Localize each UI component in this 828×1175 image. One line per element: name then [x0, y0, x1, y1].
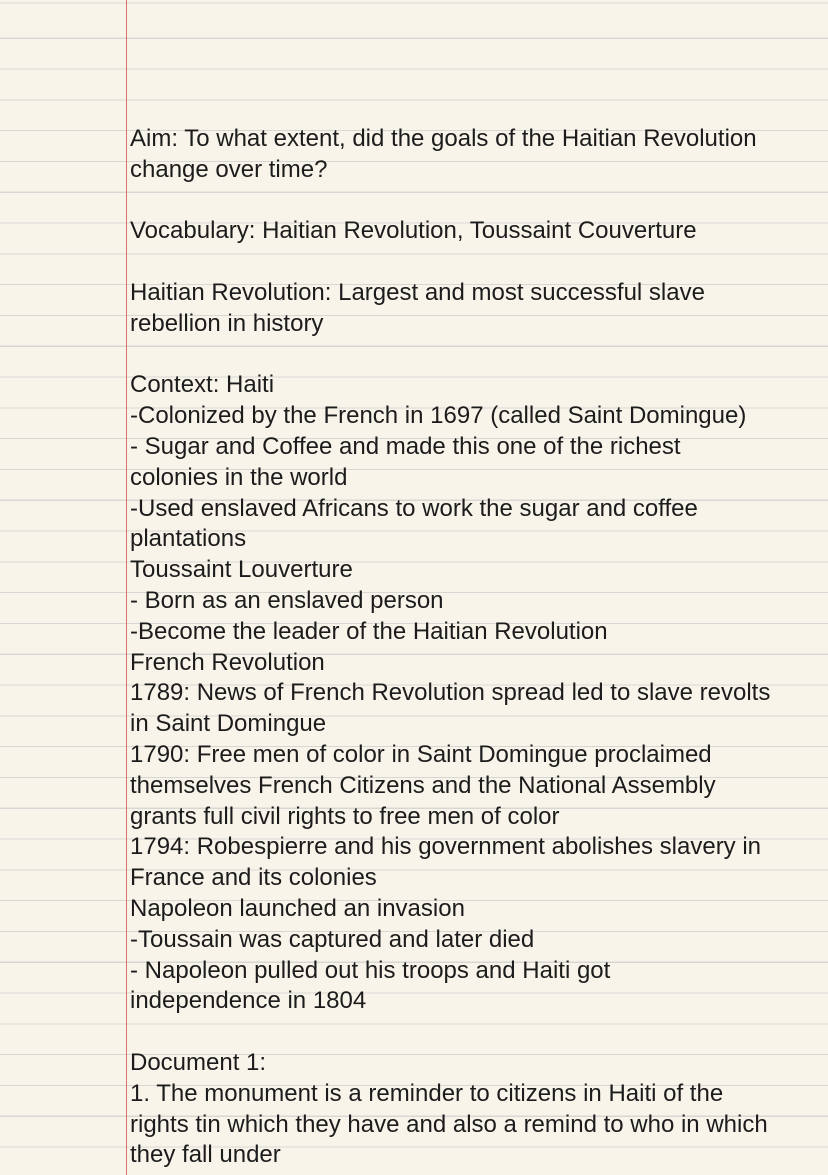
context-line: grants full civil rights to free men of color	[130, 802, 560, 830]
aim-section	[130, 124, 828, 186]
aim-line-2: change over time?	[130, 155, 328, 183]
context-line: colonies in the world	[130, 463, 348, 491]
context-line: 1790: Free men of color in Saint Domingue proclaimed	[130, 740, 712, 768]
document-line: rights tin which they have and also a remind to who in which	[130, 1110, 768, 1138]
context-line: -Colonized by the French in 1697 (called Saint Domingue)	[130, 402, 747, 430]
context-line: French Revolution	[130, 648, 325, 676]
vocabulary-line: Vocabulary: Haitian Revolution, Toussaint Couverture	[130, 217, 697, 245]
context-line: independence in 1804	[130, 987, 367, 1015]
context-line: plantations	[130, 525, 247, 553]
definition-section	[130, 278, 828, 340]
blank-line	[130, 1017, 828, 1048]
document-section	[130, 1048, 828, 1171]
context-line: - Born as an enslaved person	[130, 586, 444, 614]
context-line: France and its colonies	[130, 864, 377, 892]
notebook-margin-line	[126, 0, 127, 1175]
document-line: Document 1:	[130, 1048, 267, 1076]
aim-line-1: Aim: To what extent, did the goals of the Haitian Revolution	[130, 125, 757, 152]
notes-page	[130, 124, 828, 1171]
context-line: 1789: News of French Revolution spread led to slave revolts	[130, 679, 771, 707]
definition-line-2: rebellion in history	[130, 309, 324, 337]
context-line: - Sugar and Coffee and made this one of the richest	[130, 432, 681, 460]
definition-line-1: Haitian Revolution: Largest and most successful slave	[130, 278, 705, 306]
context-line: 1794: Robespierre and his government abolishes slavery in	[130, 833, 762, 861]
context-line: -Used enslaved Africans to work the sugar and coffee	[130, 494, 698, 522]
blank-line	[130, 247, 828, 278]
context-line: themselves French Citizens and the National Assembly	[130, 771, 716, 799]
context-line: in Saint Domingue	[130, 710, 327, 738]
context-line: Context: Haiti	[130, 371, 275, 399]
context-line: Napoleon launched an invasion	[130, 894, 465, 922]
context-line: -Become the leader of the Haitian Revolution	[130, 617, 608, 645]
context-line: Toussaint Louverture	[130, 556, 353, 584]
blank-line	[130, 340, 828, 371]
context-section	[130, 370, 828, 1017]
document-line: 1. The monument is a reminder to citizens in Haiti of the	[130, 1079, 724, 1107]
context-line: -Toussain was captured and later died	[130, 925, 535, 953]
context-line: - Napoleon pulled out his troops and Haiti got	[130, 956, 611, 984]
blank-line	[130, 186, 828, 217]
document-line: they fall under	[130, 1141, 281, 1169]
